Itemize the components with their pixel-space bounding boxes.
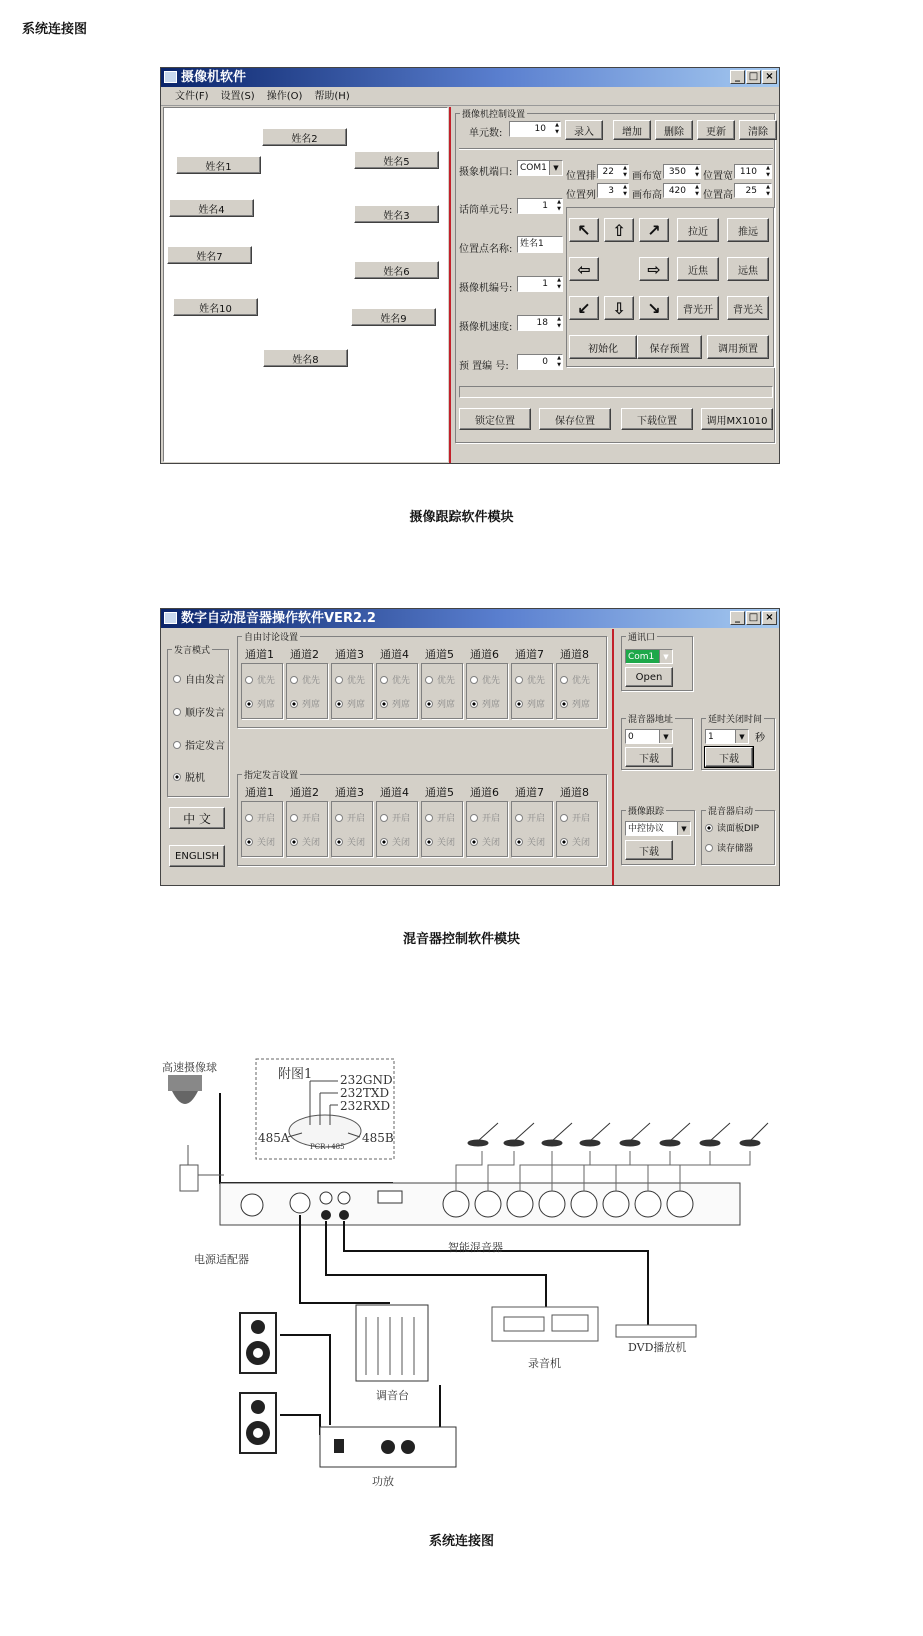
record-button[interactable]: 录入 (565, 120, 603, 140)
recorder-label: 录音机 (528, 1357, 561, 1370)
system-diagram-caption: 系统连接图 (428, 1534, 494, 1549)
mixer-address-download-button[interactable]: 下载 (625, 747, 673, 767)
channel-option-box (466, 663, 508, 719)
call-preset-button[interactable]: 调用预置 (707, 335, 769, 359)
channel-label: 通道4 (380, 786, 409, 799)
radio-icon (245, 814, 253, 822)
camera-software-window (160, 67, 780, 464)
unit-count-label: 单元数: (469, 128, 503, 139)
canvas-width-label: 画布宽 (632, 171, 662, 182)
channel-priority-radio[interactable]: 优先 (380, 673, 410, 686)
save-preset-button[interactable]: 保存预置 (637, 335, 702, 359)
maximize-icon[interactable]: □ (746, 70, 761, 84)
camera-track-select[interactable]: 中控协议 ▼ (625, 821, 691, 836)
pos-col-label: 位置列 (566, 190, 596, 201)
channel-label: 通道4 (380, 648, 409, 661)
zoom-in-button[interactable]: 拉近 (677, 218, 719, 242)
boot-memory-radio[interactable]: 读存储器 (705, 841, 753, 854)
pin-485b: 485B (362, 1131, 394, 1145)
radio-selected-icon (245, 838, 253, 846)
pos-height-spinner[interactable]: 25 ▲ ▼ (734, 183, 772, 198)
focus-near-button[interactable]: 近焦 (677, 257, 719, 281)
channel-open-radio[interactable]: 开启 (245, 811, 275, 824)
comm-port-select[interactable]: Com1 ▼ (625, 649, 673, 664)
channel-close-radio[interactable]: 关闭 (560, 835, 590, 848)
pos-row-label: 位置排 (566, 171, 596, 182)
channel-label: 通道8 (560, 648, 589, 661)
channel-priority-radio[interactable]: 优先 (560, 673, 590, 686)
radio-selected-icon (245, 700, 253, 708)
boot-dip-radio[interactable]: 读面板DIP (705, 821, 759, 834)
english-button[interactable]: ENGLISH (169, 845, 225, 867)
preset-spinner[interactable]: 0 ▲ ▼ (517, 354, 563, 370)
channel-label: 通道2 (290, 648, 319, 661)
seat-button[interactable]: 姓名4 (169, 199, 254, 217)
channel-open-radio[interactable]: 开启 (290, 811, 320, 824)
radio-selected-icon (380, 838, 388, 846)
radio-selected-icon (560, 838, 568, 846)
channel-attend-radio[interactable]: 列席 (560, 697, 590, 710)
radio-icon (335, 676, 343, 684)
close-icon[interactable]: × (762, 70, 777, 84)
camera-control-group-title: 摄像机控制设置 (460, 107, 527, 120)
radio-icon (290, 676, 298, 684)
radio-selected-icon (425, 838, 433, 846)
connector-label: PCR+485 (310, 1143, 345, 1151)
radio-icon (173, 675, 181, 683)
channel-option-box (466, 801, 508, 857)
port-label: 摄象机端口: (459, 167, 513, 178)
channel-open-radio[interactable]: 开启 (425, 811, 455, 824)
focus-far-button[interactable]: 远焦 (727, 257, 769, 281)
channel-label: 通道1 (245, 648, 274, 661)
radio-icon (515, 814, 523, 822)
channel-option-box (241, 801, 283, 857)
radio-selected-icon (515, 700, 523, 708)
channel-close-radio[interactable]: 关闭 (380, 835, 410, 848)
channel-label: 通道3 (335, 786, 364, 799)
comm-port-title: 通讯口 (626, 630, 657, 643)
channel-attend-radio[interactable]: 列席 (470, 697, 500, 710)
camera-track-title: 摄像跟踪 (626, 804, 666, 817)
channel-option-box (331, 801, 373, 857)
channel-label: 通道6 (470, 648, 499, 661)
channel-option-box (511, 801, 553, 857)
channel-label: 通道6 (470, 786, 499, 799)
backlight-on-button[interactable]: 背光开 (677, 296, 719, 320)
channel-attend-radio[interactable]: 列席 (290, 697, 320, 710)
splitter[interactable] (449, 107, 451, 463)
channel-attend-radio[interactable]: 列席 (425, 697, 455, 710)
seat-button[interactable]: 姓名6 (354, 261, 439, 279)
menu-file[interactable]: 文件(F) (175, 91, 209, 102)
splitter[interactable] (612, 629, 614, 885)
camera-track-download-button[interactable]: 下载 (625, 840, 673, 860)
radio-icon (245, 676, 253, 684)
mode-free-radio[interactable]: 自由发言 (173, 671, 225, 686)
channel-close-radio[interactable]: 关闭 (290, 835, 320, 848)
channel-attend-radio[interactable]: 列席 (335, 697, 365, 710)
mixer-module-caption: 混音器控制软件模块 (402, 932, 520, 947)
channel-open-radio[interactable]: 开启 (335, 811, 365, 824)
radio-icon (335, 814, 343, 822)
up-left-arrow-icon[interactable]: ↖ (569, 218, 599, 242)
channel-option-box (556, 663, 598, 719)
channel-priority-radio[interactable]: 优先 (245, 673, 275, 686)
radio-selected-icon (425, 700, 433, 708)
menu-settings[interactable]: 设置(S) (220, 91, 255, 102)
camera-menubar (161, 87, 779, 106)
radio-icon (173, 741, 181, 749)
call-mx1010-button[interactable]: 调用MX1010 (701, 408, 773, 430)
channel-label: 通道8 (560, 786, 589, 799)
right-arrow-icon[interactable]: ⇨ (639, 257, 669, 281)
lock-position-button[interactable]: 锁定位置 (459, 408, 531, 430)
channel-close-radio[interactable]: 关闭 (515, 835, 545, 848)
divider (459, 148, 773, 150)
amplifier-label: 功放 (372, 1475, 394, 1488)
seat-button[interactable]: 姓名2 (262, 128, 347, 146)
radio-selected-icon (335, 700, 343, 708)
seat-button[interactable]: 姓名1 (176, 156, 261, 174)
minimize-icon[interactable]: _ (730, 70, 745, 84)
channel-option-box (331, 663, 373, 719)
chinese-button[interactable]: 中 文 (169, 807, 225, 829)
up-arrow-icon[interactable]: ⇧ (604, 218, 634, 242)
channel-option-box (376, 801, 418, 857)
down-right-arrow-icon[interactable]: ↘ (639, 296, 669, 320)
channel-option-box (286, 663, 328, 719)
seat-button[interactable]: 姓名9 (351, 308, 436, 326)
delay-close-title: 延时关闭时间 (706, 712, 764, 725)
app-icon (164, 612, 177, 624)
left-arrow-icon[interactable]: ⇦ (569, 257, 599, 281)
mixer-window-titlebar[interactable] (161, 609, 779, 628)
radio-icon (705, 844, 713, 852)
mixer-address-select[interactable]: 0 ▼ (625, 729, 673, 744)
zoom-out-button[interactable]: 推远 (727, 218, 769, 242)
channel-close-radio[interactable]: 关闭 (245, 835, 275, 848)
pin-232rxd: 232RXD (340, 1099, 391, 1113)
radio-icon (470, 676, 478, 684)
pin-232txd: 232TXD (340, 1086, 390, 1100)
talk-unit-spinner[interactable]: 1 ▲ ▼ (517, 198, 563, 214)
channel-priority-radio[interactable]: 优先 (515, 673, 545, 686)
channel-label: 通道2 (290, 786, 319, 799)
delete-button[interactable]: 删除 (655, 120, 693, 140)
channel-priority-radio[interactable]: 优先 (470, 673, 500, 686)
canvas-height-label: 画布高 (632, 190, 662, 201)
talk-unit-label: 话筒单元号: (459, 205, 513, 216)
channel-priority-radio[interactable]: 优先 (290, 673, 320, 686)
radio-selected-icon (705, 824, 713, 832)
radio-icon (425, 676, 433, 684)
radio-selected-icon (380, 700, 388, 708)
mixer-label: 智能混音器 (448, 1241, 503, 1254)
close-icon[interactable]: × (762, 611, 777, 625)
radio-selected-icon (173, 773, 181, 781)
radio-icon (380, 814, 388, 822)
radio-selected-icon (470, 700, 478, 708)
pin-485a: 485A (258, 1131, 290, 1145)
radio-selected-icon (335, 838, 343, 846)
download-position-button[interactable]: 下载位置 (621, 408, 693, 430)
open-button[interactable]: Open (625, 667, 673, 687)
radio-icon (560, 676, 568, 684)
delay-select[interactable]: 1 ▼ (705, 729, 749, 744)
camera-window-title: 摄像机软件 (181, 70, 247, 85)
mode-offline-radio[interactable]: 脱机 (173, 769, 205, 784)
radio-selected-icon (290, 838, 298, 846)
down-left-arrow-icon[interactable]: ↙ (569, 296, 599, 320)
radio-icon (380, 676, 388, 684)
radio-icon (560, 814, 568, 822)
pos-width-label: 位置宽 (703, 171, 733, 182)
minimize-icon[interactable]: _ (730, 611, 745, 625)
assign-speech-title: 指定发言设置 (242, 768, 300, 781)
channel-label: 通道3 (335, 648, 364, 661)
mode-assign-radio[interactable]: 指定发言 (173, 737, 225, 752)
clear-button[interactable]: 清除 (739, 120, 777, 140)
channel-open-radio[interactable]: 开启 (515, 811, 545, 824)
app-icon (164, 71, 177, 83)
channel-label: 通道7 (515, 786, 544, 799)
canvas-width-spinner[interactable]: 350 ▲ ▼ (663, 164, 701, 179)
camera-window-titlebar[interactable] (161, 68, 779, 87)
seat-button[interactable]: 姓名10 (173, 298, 258, 316)
cam-no-label: 摄像机编号: (459, 283, 513, 294)
cam-speed-spinner[interactable]: 18 ▲ ▼ (517, 315, 563, 331)
channel-option-box (421, 801, 463, 857)
delay-unit: 秒 (755, 733, 765, 744)
mixer-boot-title: 混音器启动 (706, 804, 755, 817)
init-button[interactable]: 初始化 (569, 335, 637, 359)
dome-camera-label: 高速摄像球 (162, 1061, 217, 1074)
power-adapter-label: 电源适配器 (194, 1253, 249, 1266)
system-diagram (160, 1055, 780, 1495)
pos-row-spinner[interactable]: 22 ▲ ▼ (597, 164, 629, 179)
port-select[interactable]: COM1 ▼ (517, 160, 563, 176)
pos-name-input[interactable]: 姓名1 (517, 236, 563, 253)
channel-label: 通道5 (425, 786, 454, 799)
diagram-wiring (160, 1055, 780, 1495)
channel-label: 通道1 (245, 786, 274, 799)
pos-width-spinner[interactable]: 110 ▲ ▼ (734, 164, 772, 179)
channel-priority-radio[interactable]: 优先 (425, 673, 455, 686)
pos-height-label: 位置高 (703, 190, 733, 201)
pos-col-spinner[interactable]: 3 ▲ ▼ (597, 183, 629, 198)
channel-option-box (286, 801, 328, 857)
cam-speed-label: 摄像机速度: (459, 322, 513, 333)
speech-mode-title: 发言模式 (172, 643, 212, 656)
channel-label: 通道5 (425, 648, 454, 661)
menu-help[interactable]: 帮助(H) (314, 91, 350, 102)
delay-download-button[interactable]: 下载 (705, 747, 753, 767)
pos-name-label: 位置点名称: (459, 244, 513, 255)
channel-close-radio[interactable]: 关闭 (335, 835, 365, 848)
seat-button[interactable]: 姓名5 (354, 151, 439, 169)
menu-operate[interactable]: 操作(O) (266, 91, 303, 102)
radio-selected-icon (290, 700, 298, 708)
page-title: 系统连接图 (22, 22, 88, 37)
console-label: 调音台 (376, 1389, 409, 1402)
unit-count-spinner[interactable]: 10 ▲ ▼ (509, 121, 561, 137)
inset-title: 附图1 (278, 1067, 313, 1082)
canvas-height-spinner[interactable]: 420 ▲ ▼ (663, 183, 701, 198)
mode-sequence-radio[interactable]: 顺序发言 (173, 704, 225, 719)
channel-attend-radio[interactable]: 列席 (245, 697, 275, 710)
radio-icon (515, 676, 523, 684)
channel-close-radio[interactable]: 关闭 (425, 835, 455, 848)
add-button[interactable]: 增加 (613, 120, 651, 140)
up-right-arrow-icon[interactable]: ↗ (639, 218, 669, 242)
free-discussion-title: 自由讨论设置 (242, 630, 300, 643)
update-button[interactable]: 更新 (697, 120, 735, 140)
down-arrow-icon[interactable]: ⇩ (604, 296, 634, 320)
radio-icon (470, 814, 478, 822)
cam-no-spinner[interactable]: 1 ▲ ▼ (517, 276, 563, 292)
mixer-window-title: 数字自动混音器操作软件VER2.2 (181, 611, 376, 626)
radio-icon (425, 814, 433, 822)
save-position-button[interactable]: 保存位置 (539, 408, 611, 430)
seat-button[interactable]: 姓名7 (167, 246, 252, 264)
backlight-off-button[interactable]: 背光关 (727, 296, 769, 320)
channel-attend-radio[interactable]: 列席 (380, 697, 410, 710)
progress-bar (459, 386, 773, 398)
channel-open-radio[interactable]: 开启 (560, 811, 590, 824)
channel-attend-radio[interactable]: 列席 (515, 697, 545, 710)
radio-selected-icon (470, 838, 478, 846)
channel-open-radio[interactable]: 开启 (380, 811, 410, 824)
radio-selected-icon (515, 838, 523, 846)
channel-open-radio[interactable]: 开启 (470, 811, 500, 824)
radio-icon (173, 708, 181, 716)
channel-label: 通道7 (515, 648, 544, 661)
mixer-address-title: 混音器地址 (626, 712, 675, 725)
channel-option-box (556, 801, 598, 857)
channel-option-box (421, 663, 463, 719)
pin-232gnd: 232GND (340, 1073, 393, 1087)
mixer-software-window (160, 608, 780, 886)
channel-option-box (241, 663, 283, 719)
channel-close-radio[interactable]: 关闭 (470, 835, 500, 848)
preset-label: 预 置编 号: (459, 361, 509, 372)
channel-option-box (511, 663, 553, 719)
maximize-icon[interactable]: □ (746, 611, 761, 625)
dvd-label: DVD播放机 (628, 1341, 687, 1354)
channel-option-box (376, 663, 418, 719)
seat-button[interactable]: 姓名3 (354, 205, 439, 223)
radio-selected-icon (560, 700, 568, 708)
camera-module-caption: 摄像跟踪软件模块 (409, 510, 514, 525)
radio-icon (290, 814, 298, 822)
channel-priority-radio[interactable]: 优先 (335, 673, 365, 686)
seat-button[interactable]: 姓名8 (263, 349, 348, 367)
mixer-boot-group (701, 807, 775, 865)
